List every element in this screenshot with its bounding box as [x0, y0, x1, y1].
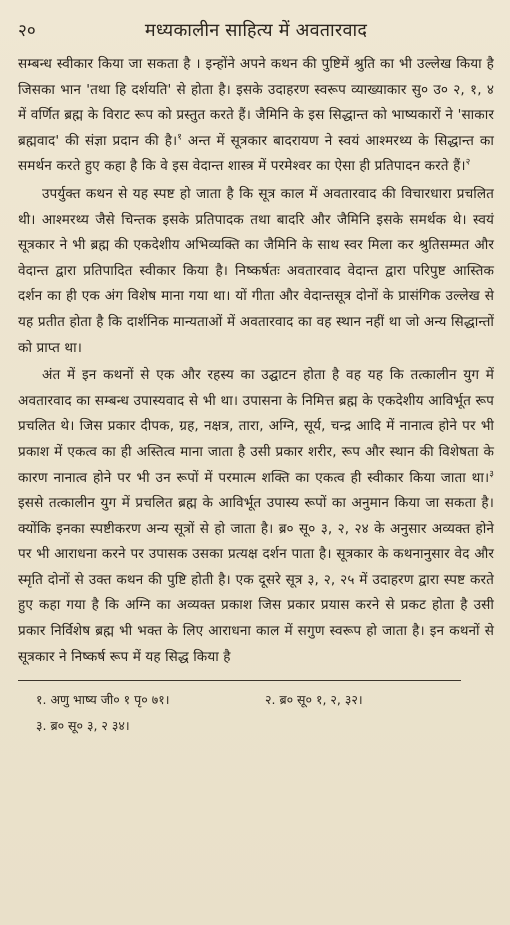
footnote-ref-1: १	[177, 132, 183, 143]
paragraph-2-text: उपर्युक्त कथन से यह स्पष्ट हो जाता है कि सूत्र काल में अवतारवाद की विचारधारा प्रचलित थी। आश्मरथ्य जैसे चिन्तक इसके प्रतिपादक तथा बादरि और जैमिनि इसके समर्थक थे। स्वयं सूत्रकार ने भी ब्रह्म की एकदेशीय अभिव्यक्ति का जैमिनि के साथ स्वर मिला कर श्रुतिसम्मत और वेदान्त द्वारा प्रतिपादित स्वीकार किया है। निष्कर्षतः अवतारवाद वेदान्त द्वारा परिपुष्ट आस्तिक दर्शन का ही एक अंग विशेष माना गया था। यों गीता और वेदान्तसूत्र दोनों के प्रासंगिक उल्लेख से यह प्रतीत होता है कि दार्शनिक मान्यताओं में अवतारवाद का वह स्थान नहीं था जो अन्य सिद्धान्तों को प्राप्त था।	[18, 185, 494, 356]
paragraph-1-text-cont: अन्त में सूत्रकार बादरायण ने स्वयं आश्मरथ्य के सिद्धान्त का समर्थन करते हुए कहा है कि वे इस वेदान्त शास्त्र में परमेश्वर का ऐसा ही प्रतिपादन करते हैं।	[18, 132, 494, 175]
paragraph-1	[18, 52, 494, 180]
paragraph-3-text-cont: इससे तत्कालीन युग में प्रचलित ब्रह्म के आविर्भूत उपास्य रूपों का अनुमान किया जा सकता है। क्योंकि इनका स्पष्टीकरण अन्य सूत्रों से हो जाता है। ब्र० सू० ३, २, २४ के अनुसार अव्यक्त होने पर भी आराधना करने पर उपासक उसका प्रत्यक्ष दर्शन पाता है। सूत्रकार के कथनानुसार वेद और स्मृति दोनों से उक्त कथन की पुष्टि होती है। एक दूसरे सूत्र ३, २, २५ में उदाहरण द्वारा स्पष्ट करते हुए कहा गया है कि अग्नि का अव्यक्त प्रकाश जिस प्रकार प्रयास करने से प्रकट होता है उसी प्रकार निर्विशेष ब्रह्म भी भक्त के लिए आराधना काल में सगुण स्वरूप हो जाता है। इन कथनों से सूत्रकार ने निष्कर्ष रूप में यह सिद्ध किया है	[18, 495, 494, 665]
footnote-1: १. अणु भाष्य जी० १ पृ० ७१।	[36, 692, 170, 708]
page-header	[18, 18, 494, 52]
paragraph-3-text: अंत में इन कथनों से एक और रहस्य का उद्घाटन होता है वह यह कि तत्कालीन युग में अवतारवाद का सम्बन्ध उपास्यवाद से भी था। उपासना के निमित्त ब्रह्म के एकदेशीय आविर्भूत रूप प्रचलित थे। जिस प्रकार दीपक, ग्रह, नक्षत्र, तारा, अग्नि, सूर्य, चन्द्र आदि में नानात्व होने पर भी प्रकाश में एकत्व का ही अस्तित्व माना जाता है उसी प्रकार शरीर, रूप और स्थान की विशेषता के कारण नानात्व होने पर भी उन रूपों में परमात्म शक्ति का एकत्व ही स्वीकार किया जाता था।	[18, 367, 494, 486]
footnote-divider	[18, 680, 461, 681]
footnote-3: ३. ब्र० सू० ३, २ ३४।	[36, 718, 130, 734]
footnote-ref-2: २	[465, 157, 471, 168]
page-number: २०	[18, 21, 36, 41]
footnote-2: २. ब्र० सू० १, २, ३२।	[265, 692, 363, 708]
footnotes	[18, 687, 494, 739]
paragraph-3	[18, 363, 494, 670]
footnote-ref-3: ३	[489, 468, 494, 479]
paragraph-1-text: सम्बन्ध स्वीकार किया जा सकता है । इन्होंने अपने कथन की पुष्टिमें श्रुति का भी उल्लेख किया है जिसका भान 'तथा हि दर्शयति' से होता है। इसके उदाहरण स्वरूप व्याख्याकार सु० उ० २, १, ४ में वर्णित ब्रह्म के विराट रूप को प्रस्तुत करते हैं। जैमिनि के इस सिद्धान्त को भाष्यकारों ने 'साकार ब्रह्मवाद' की संज्ञा प्रदान की है।	[18, 56, 494, 149]
running-title: मध्यकालीन साहित्य में अवतारवाद	[144, 20, 368, 41]
paragraph-2	[18, 182, 494, 361]
